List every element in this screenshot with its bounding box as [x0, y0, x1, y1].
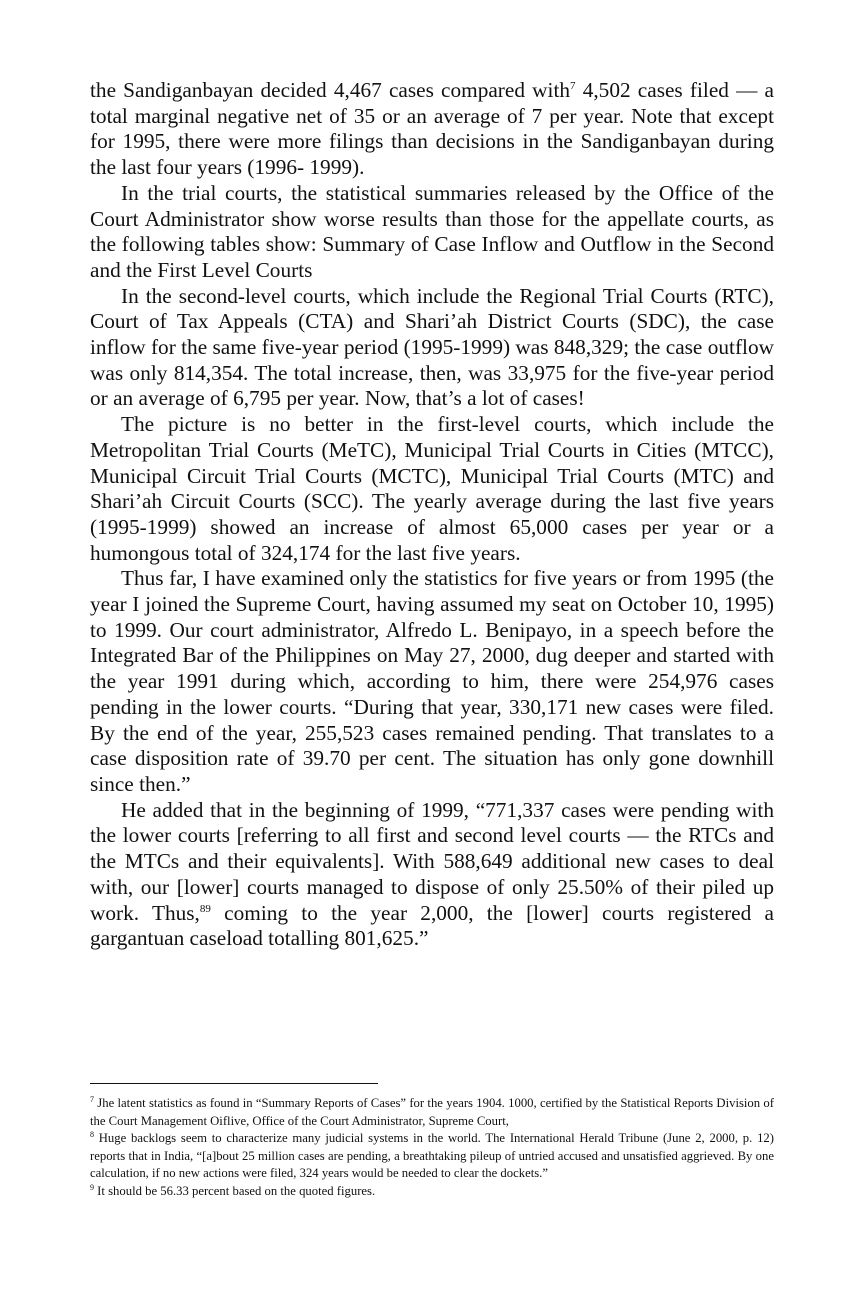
paragraph-text: He added that in the beginning of 1999, “771,337 cases were pending with the lower courts [referring to all first and second level courts — the RTCs and the MTCs and their equivalents]. With 588,649 additional new cases to deal with, our [lower] courts managed to dispose of only 25.50% of their piled up work. Thus, — [90, 797, 774, 925]
footnote-number: 7 — [90, 1095, 94, 1104]
footnote-separator — [90, 1083, 378, 1084]
footnote-8 — [90, 1130, 774, 1183]
footnote-text: Jhe latent statistics as found in “Summary Reports of Cases” for the years 1904. 1000, certified by the Statistical Reports Division of the Court Management Oiflive, Office of the Court Administrator, Supreme Court, — [90, 1096, 774, 1128]
footnotes — [90, 1095, 774, 1200]
footnote-number: 9 — [90, 1182, 94, 1192]
page-body — [90, 78, 774, 952]
paragraph-benipayo-speech: Thus far, I have examined only the statistics for five years or from 1995 (the year I joined the Supreme Court, having assumed my seat on October 10, 1995) to 1999. Our court administrator, Alfredo L. Benipayo, in a speech before the Integrated Bar of the Philippines on May 27, 2000, dug deeper and started with the year 1991 during which, according to him, there were 254,976 cases pending in the lower courts. “During that year, 330,171 new cases were filed. By the end of the year, 255,523 cases remained pending. That translates to a case disposition rate of 39.70 per cent. The situation has only gone downhill since then.” — [90, 566, 774, 796]
paragraph-text: the Sandiganbayan decided 4,467 cases compared with — [90, 78, 571, 102]
paragraph-text: 4,502 cases filed — a total marginal negative net of 35 or an average of 7 per year. Note that except for 1995, there were more filings than decisions in the Sandiganbayan during the last four years (1996- 1999). — [90, 78, 774, 180]
footnote-number: 8 — [90, 1130, 94, 1139]
footnote-7 — [90, 1095, 774, 1130]
paragraph-sandiganbayan — [90, 78, 774, 181]
paragraph-first-level-courts: The picture is no better in the first-level courts, which include the Metropolitan Trial Courts (MeTC), Municipal Trial Courts in Cities (MTCC), Municipal Circuit Trial Courts (MCTC), Municipal Trial Courts (MTC) and Shari’ah Circuit Courts (SCC). The yearly average during the last five years (1995-1999) showed an increase of almost 65,000 cases per year or a humongous total of 324,174 for the last five years. — [90, 412, 774, 565]
footnote-ref-8-9[interactable]: 89 — [199, 902, 211, 915]
paragraph-second-level-courts: In the second-level courts, which include the Regional Trial Courts (RTC), Court of Tax Appeals (CTA) and Shari’ah District Courts (SDC), the case inflow for the same five-year period (1995-1999) was 848,329; the case outflow was only 814,354. The total increase, then, was 33,975 for the five-year period or an average of 6,795 per year. Now, that’s a lot of cases! — [90, 283, 774, 411]
paragraph-text: coming to the year 2,000, the [lower] courts registered a gargantuan caseload totalling 801,625.” — [90, 900, 774, 951]
footnote-ref-7[interactable]: 7 — [570, 80, 576, 92]
footnote-text: It should be 56.33 percent based on the quoted figures. — [94, 1183, 376, 1198]
footnote-9 — [90, 1183, 774, 1201]
main-text — [90, 78, 774, 952]
paragraph-caseload-1999 — [90, 798, 774, 952]
footnote-text: Huge backlogs seem to characterize many judicial systems in the world. The International Herald Tribune (June 2, 2000, p. 12) reports that in India, “[a]bout 25 million cases are pending, a breathtaking pileup of untried accused and unsatisfied aggrieved. By one calculation, if no new actions were filed, 324 years would be needed to clear the dockets.” — [90, 1131, 774, 1180]
paragraph-trial-courts: In the trial courts, the statistical summaries released by the Office of the Court Administrator show worse results than those for the appellate courts, as the following tables show: Summary of Case Inflow and Outflow in the Second and the First Level Courts — [90, 180, 774, 282]
